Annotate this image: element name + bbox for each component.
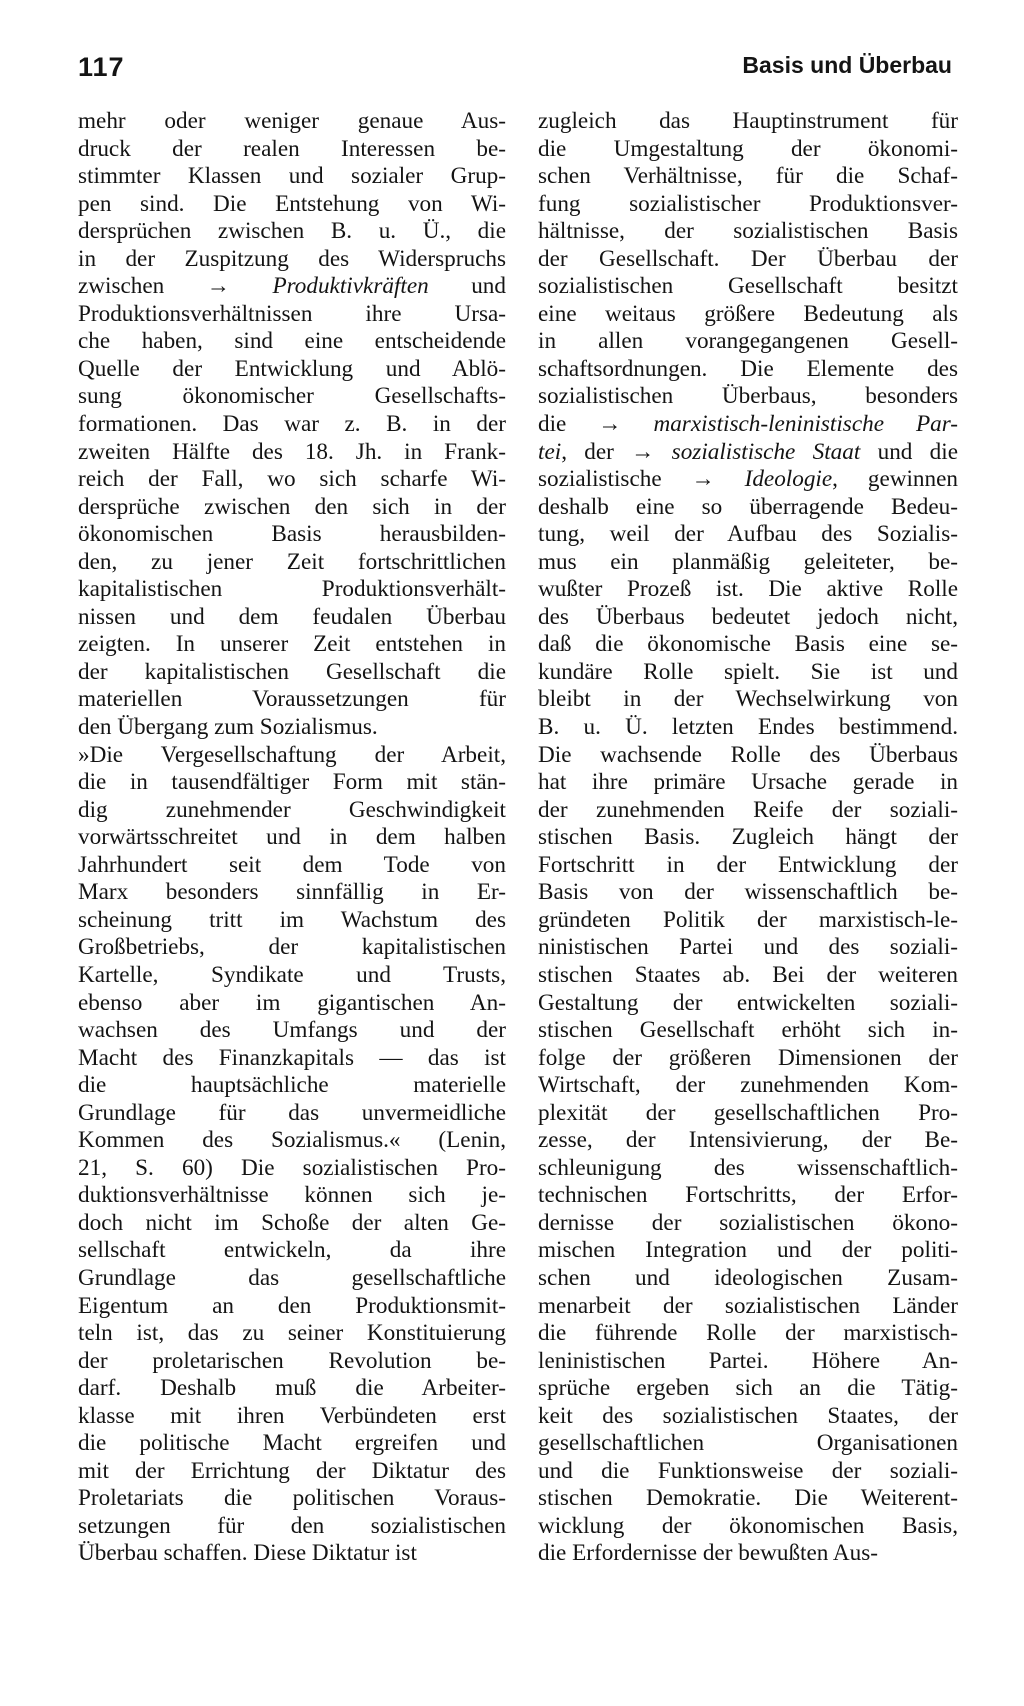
text-line: der kapitalistischen Gesellschaft die (78, 658, 506, 685)
text-line: sellschaft entwickeln, da ihre (78, 1237, 506, 1264)
text-run: und die (860, 438, 958, 465)
text-line: Marx besonders sinnfällig in Er- (78, 879, 506, 906)
text-line: B. u. Ü. letzten Endes bestimmend. (538, 714, 958, 741)
text-line (538, 439, 958, 467)
text-line: deshalb eine so überragende Bedeu- (538, 493, 958, 520)
text-line: Kommen des Sozialismus.« (Lenin, (78, 1127, 506, 1154)
text-line: fung sozialistischer Produktionsver- (538, 190, 958, 217)
text-line: reich der Fall, wo sich scharfe Wi- (78, 466, 506, 493)
text-line: Eigentum an den Produktionsmit- (78, 1292, 506, 1319)
text-line: stischen Staates ab. Bei der weiteren (538, 961, 958, 988)
text-run: , gewinnen (832, 466, 958, 493)
text-line: schen Verhältnisse, für die Schaf- (538, 163, 958, 190)
text-line: ninistischen Partei und des soziali- (538, 934, 958, 961)
text-line: darf. Deshalb muß die Arbeiter- (78, 1375, 506, 1402)
text-line: Die wachsende Rolle des Überbaus (538, 741, 958, 768)
text-line: mischen Integration und der politi- (538, 1237, 958, 1264)
text-line: ökonomischen Basis herausbilden- (78, 521, 506, 548)
text-line: dig zunehmender Geschwindigkeit (78, 796, 506, 823)
text-line: Quelle der Entwicklung und Ablö- (78, 355, 506, 382)
text-line: Grundlage das gesellschaftliche (78, 1264, 506, 1291)
text-line: Gestaltung der entwickelten soziali- (538, 989, 958, 1016)
text-line (538, 466, 958, 494)
text-line: nissen und dem feudalen Überbau (78, 603, 506, 630)
text-line: sprüche ergeben sich an die Tätig- (538, 1375, 958, 1402)
text-line: vorwärtsschreitet und in dem halben (78, 824, 506, 851)
text-line: Fortschritt in der Entwicklung der (538, 851, 958, 878)
text-line: der zunehmenden Reife der soziali- (538, 796, 958, 823)
text-line: folge der größeren Dimensionen der (538, 1044, 958, 1071)
text-line: die führende Rolle der marxistisch- (538, 1320, 958, 1347)
text-line (538, 411, 958, 439)
page-number: 117 (78, 52, 125, 82)
text-line: schaftsordnungen. Die Elemente des (538, 355, 958, 382)
text-line: dernisse der sozialistischen ökono- (538, 1209, 958, 1236)
text-line: in der Zuspitzung des Widerspruchs (78, 245, 506, 272)
text-line: dersprüche zwischen den sich in der (78, 493, 506, 520)
text-line: dersprüchen zwischen B. u. Ü., die (78, 218, 506, 245)
text-line: tung, weil der Aufbau des Sozialis- (538, 521, 958, 548)
text-line: Jahrhundert seit dem Tode von (78, 851, 506, 878)
text-line: und die Funktionsweise der soziali- (538, 1457, 958, 1484)
text-line: schleunigung des wissenschaftlich- (538, 1154, 958, 1181)
text-line: Macht des Finanzkapitals — das ist (78, 1044, 506, 1071)
text-line: des Überbaus bedeutet jedoch nicht, (538, 603, 958, 630)
text-run: und (428, 273, 506, 300)
text-line: in allen vorangegangenen Gesell- (538, 328, 958, 355)
text-line: technischen Fortschritts, der Erfor- (538, 1182, 958, 1209)
cross-reference-term[interactable]: Ideologie (744, 466, 833, 493)
text-line: die Umgestaltung der ökonomi- (538, 135, 958, 162)
text-line: zesse, der Intensivierung, der Be- (538, 1127, 958, 1154)
text-line: kundäre Rolle spielt. Sie ist und (538, 658, 958, 685)
text-line: stischen Gesellschaft erhöht sich in- (538, 1017, 958, 1044)
text-line: Proletariats die politischen Voraus- (78, 1485, 506, 1512)
text-run: die → (538, 411, 654, 438)
text-line: Basis von der wissenschaftlich be- (538, 879, 958, 906)
text-line: stischen Basis. Zugleich hängt der (538, 824, 958, 851)
text-line: keit des sozialistischen Staates, der (538, 1402, 958, 1429)
text-line: schen und ideologischen Zusam- (538, 1264, 958, 1291)
text-run: , der → (561, 438, 672, 465)
text-line: zweiten Hälfte des 18. Jh. in Frank- (78, 438, 506, 465)
cross-reference-term[interactable]: marxistisch-leninistische Par- (653, 411, 958, 438)
text-line: duktionsverhältnisse können sich je- (78, 1182, 506, 1209)
text-line: sozialistischen Gesellschaft besitzt (538, 273, 958, 300)
text-line: klasse mit ihren Verbündeten erst (78, 1402, 506, 1429)
text-line: Wirtschaft, der zunehmenden Kom- (538, 1072, 958, 1099)
text-run: sozialistische → (538, 466, 745, 493)
text-line: stischen Demokratie. Die Weiterent- (538, 1485, 958, 1512)
text-line: scheinung tritt im Wachstum des (78, 906, 506, 933)
cross-reference-term[interactable]: Produktivkräften (272, 273, 429, 300)
text-line: doch nicht im Schoße der alten Ge- (78, 1209, 506, 1236)
text-line: teln ist, das zu seiner Konstituierung (78, 1320, 506, 1347)
text-line: mus ein planmäßig geleiteter, be- (538, 548, 958, 575)
text-line: leninistischen Partei. Höhere An- (538, 1347, 958, 1374)
text-line: wußter Prozeß ist. Die aktive Rolle (538, 576, 958, 603)
text-line: sozialistischen Überbaus, besonders (538, 383, 958, 410)
text-line: plexität der gesellschaftlichen Pro- (538, 1099, 958, 1126)
text-line: »Die Vergesellschaftung der Arbeit, (78, 741, 506, 768)
text-line: che haben, sind eine entscheidende (78, 328, 506, 355)
text-line: formationen. Das war z. B. in der (78, 411, 506, 438)
text-line: hat ihre primäre Ursache gerade in (538, 769, 958, 796)
text-line: Produktionsverhältnissen ihre Ursa- (78, 300, 506, 327)
text-line: sung ökonomischer Gesellschafts- (78, 383, 506, 410)
text-line: eine weitaus größere Bedeutung als (538, 300, 958, 327)
text-line: zeigten. In unserer Zeit entstehen in (78, 631, 506, 658)
text-line: die politische Macht ergreifen und (78, 1430, 506, 1457)
text-line: gesellschaftlichen Organisationen (538, 1430, 958, 1457)
text-line: kapitalistischen Produktionsverhält- (78, 576, 506, 603)
text-line: mehr oder weniger genaue Aus- (78, 108, 506, 134)
text-line: setzungen für den sozialistischen (78, 1512, 506, 1539)
text-line (78, 273, 506, 301)
text-line: Kartelle, Syndikate und Trusts, (78, 961, 506, 988)
text-line: den Übergang zum Sozialismus. (78, 714, 378, 741)
text-run: zwischen → (78, 273, 273, 300)
text-line: gründeten Politik der marxistisch-le- (538, 906, 958, 933)
text-line: wicklung der ökonomischen Basis, (538, 1512, 958, 1539)
text-line: daß die ökonomische Basis eine se- (538, 631, 958, 658)
running-head: Basis und Überbau (742, 52, 952, 78)
text-line: der proletarischen Revolution be- (78, 1347, 506, 1374)
text-line: bleibt in der Wechselwirkung von (538, 686, 958, 713)
text-line: Grundlage für das unvermeidliche (78, 1099, 506, 1126)
text-line: materiellen Voraussetzungen für (78, 686, 506, 713)
cross-reference-term[interactable]: sozialistische Staat (671, 438, 861, 465)
text-line: wachsen des Umfangs und der (78, 1017, 506, 1044)
text-line: der Gesellschaft. Der Überbau der (538, 245, 958, 272)
text-line: ebenso aber im gigantischen An- (78, 989, 506, 1016)
text-line: Großbetriebs, der kapitalistischen (78, 934, 506, 961)
text-line: die in tausendfältiger Form mit stän- (78, 769, 506, 796)
text-line: den, zu jener Zeit fortschrittlichen (78, 548, 506, 575)
text-line: die Erfordernisse der bewußten Aus- (538, 1540, 878, 1567)
text-line: menarbeit der sozialistischen Länder (538, 1292, 958, 1319)
text-line: hältnisse, der sozialistischen Basis (538, 218, 958, 245)
text-line: die hauptsächliche materielle (78, 1072, 506, 1099)
text-line: druck der realen Interessen be- (78, 135, 506, 162)
text-line: stimmter Klassen und sozialer Grup- (78, 163, 506, 190)
text-line: pen sind. Die Entstehung von Wi- (78, 190, 506, 217)
text-column-right (538, 108, 958, 1568)
text-line: Überbau schaffen. Diese Diktatur ist (78, 1540, 417, 1567)
cross-reference-term[interactable]: tei (538, 438, 562, 465)
text-line: mit der Errichtung der Diktatur des (78, 1457, 506, 1484)
text-line: 21, S. 60) Die sozialistischen Pro- (78, 1154, 506, 1181)
text-line: zugleich das Hauptinstrument für (538, 108, 958, 134)
text-column-left (78, 108, 506, 1568)
